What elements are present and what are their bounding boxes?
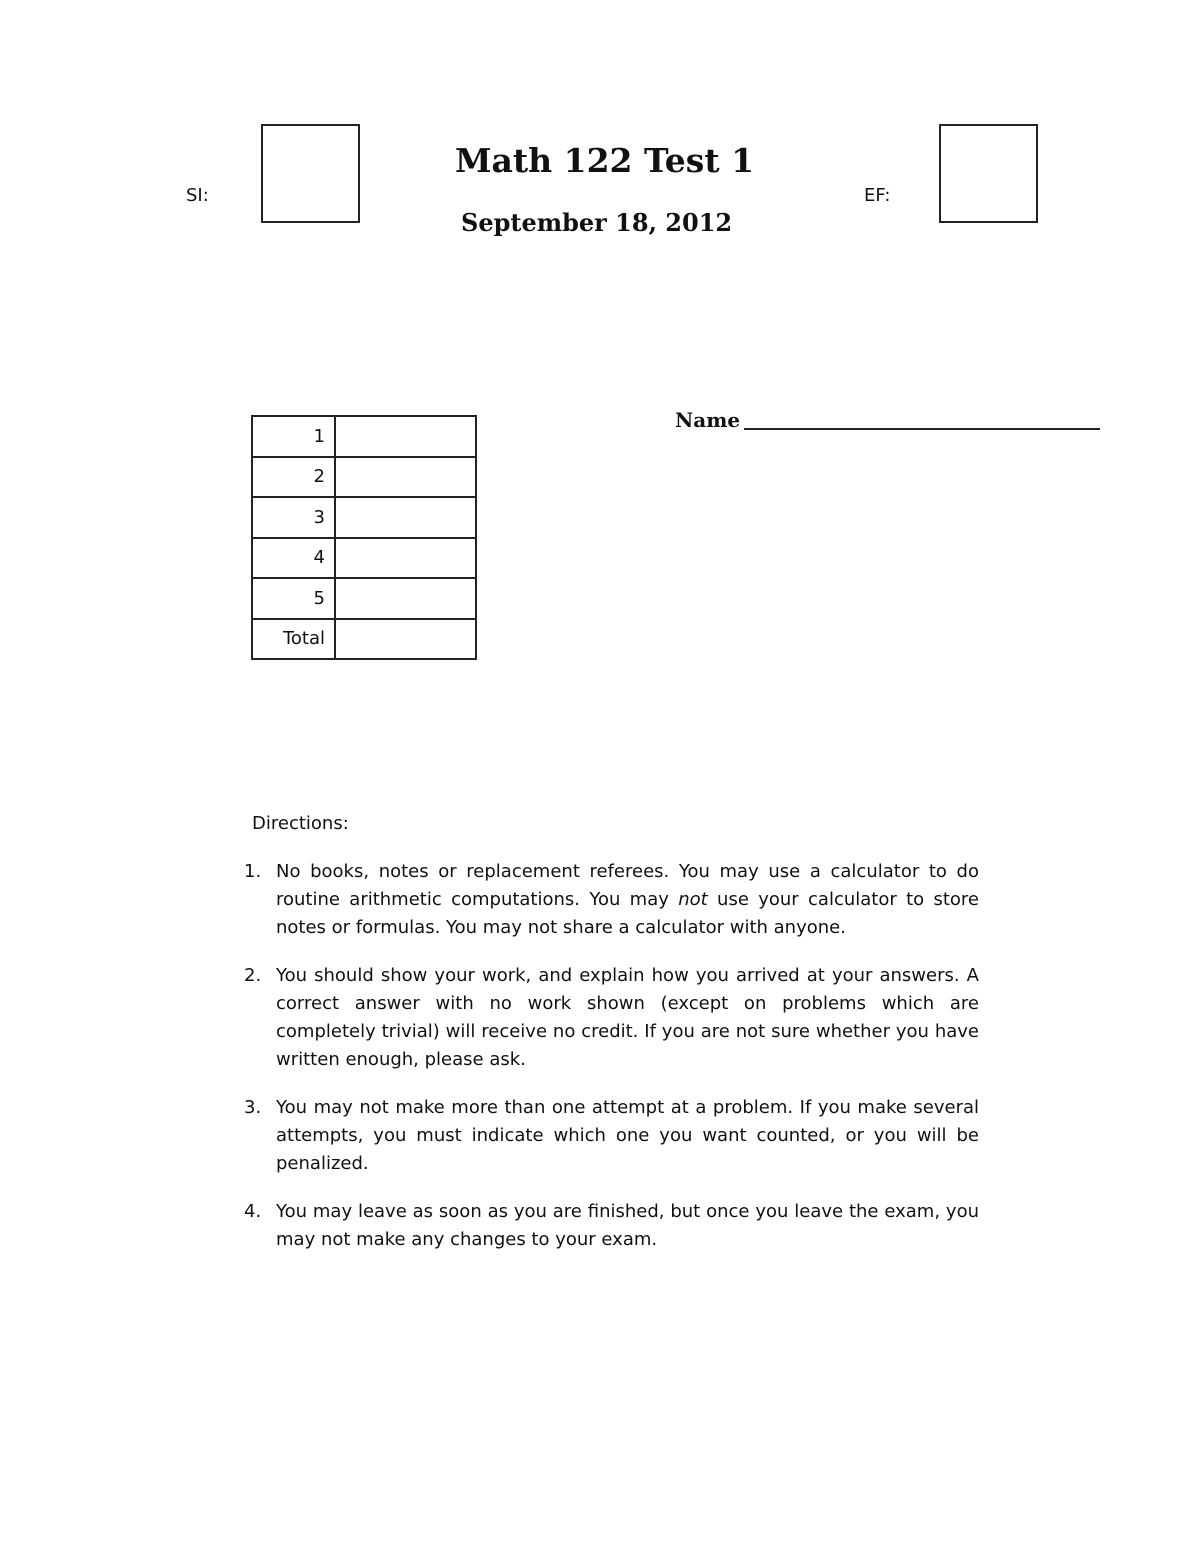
item-number: 1. <box>244 861 262 882</box>
item-emphasis: not <box>678 889 708 910</box>
item-number: 3. <box>244 1097 262 1118</box>
si-label: SI: <box>186 185 209 206</box>
total-score-cell[interactable] <box>335 619 476 660</box>
list-item <box>244 858 979 942</box>
item-text: You may not make more than one attempt at a problem. If you make several attempts, you must indicate which one you want counted, or you will be penalized. <box>276 1097 979 1174</box>
score-table <box>251 415 477 660</box>
table-row <box>252 457 476 498</box>
exam-date: September 18, 2012 <box>461 208 733 237</box>
problem-number: 3 <box>252 497 335 538</box>
page-title: Math 122 Test 1 <box>455 141 755 180</box>
score-cell[interactable] <box>335 578 476 619</box>
item-text: use your calculator to store notes or formulas. You may not share a calculator with anyone. <box>276 889 979 938</box>
table-row <box>252 416 476 457</box>
item-text: You should show your work, and explain how you arrived at your answers. A correct answer with no work shown (except on problems which are completely trivial) will receive no credit. If you are not sure whether you have written enough, please ask. <box>276 965 979 1070</box>
score-cell[interactable] <box>335 497 476 538</box>
directions-heading: Directions: <box>252 813 349 834</box>
total-label: Total <box>252 619 335 660</box>
list-item <box>244 1198 979 1254</box>
item-text: You may leave as soon as you are finished, but once you leave the exam, you may not make any changes to your exam. <box>276 1201 979 1250</box>
item-text: No books, notes or replacement referees. You may use a calculator to do routine arithmetic computations. You may <box>276 861 979 910</box>
list-item <box>244 962 979 1074</box>
problem-number: 4 <box>252 538 335 579</box>
name-input-line[interactable] <box>744 428 1100 430</box>
list-item <box>244 1094 979 1178</box>
problem-number: 2 <box>252 457 335 498</box>
score-cell[interactable] <box>335 538 476 579</box>
table-row <box>252 578 476 619</box>
score-cell[interactable] <box>335 457 476 498</box>
table-row <box>252 619 476 660</box>
ef-box[interactable] <box>939 124 1038 223</box>
si-box[interactable] <box>261 124 360 223</box>
name-label: Name <box>675 408 741 432</box>
directions <box>244 810 979 1274</box>
ef-label: EF: <box>864 185 891 206</box>
item-number: 4. <box>244 1201 262 1222</box>
score-cell[interactable] <box>335 416 476 457</box>
problem-number: 1 <box>252 416 335 457</box>
item-number: 2. <box>244 965 262 986</box>
table-row <box>252 538 476 579</box>
table-row <box>252 497 476 538</box>
problem-number: 5 <box>252 578 335 619</box>
directions-list <box>244 858 979 1254</box>
